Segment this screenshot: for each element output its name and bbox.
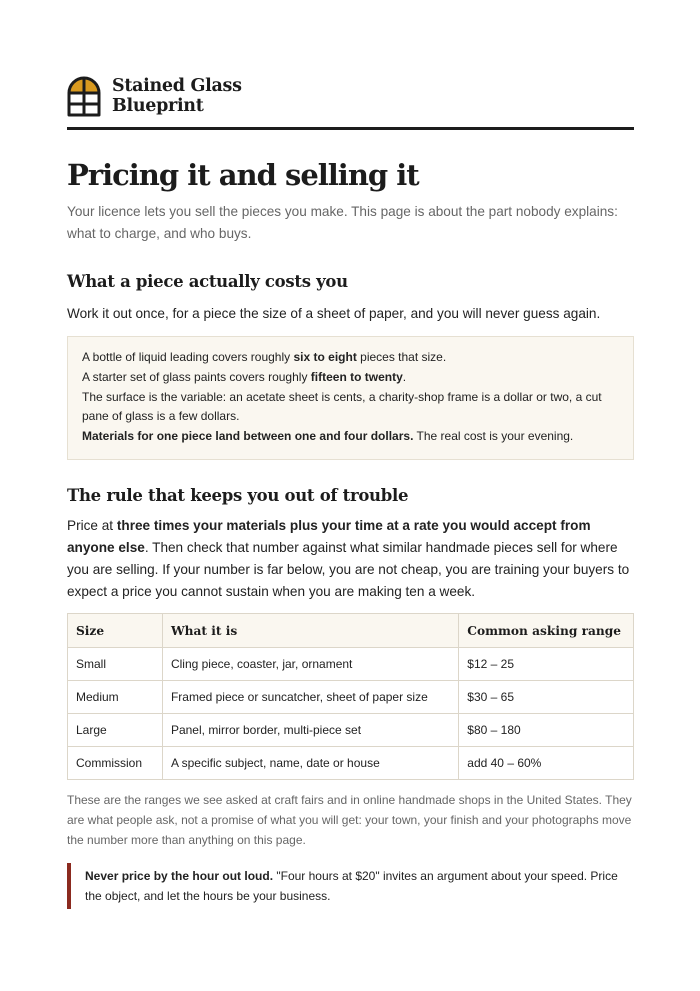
- arched-window-icon: [67, 76, 101, 117]
- table-cell-description: A specific subject, name, date or house: [162, 747, 458, 780]
- materials-line-leading: [82, 348, 619, 368]
- header-divider: [67, 127, 634, 130]
- table-row: [68, 648, 634, 681]
- materials-line-text: A starter set of glass paints covers roughly: [82, 369, 311, 384]
- rule-text: Price at: [67, 518, 117, 533]
- column-header-range: Common asking range: [459, 614, 634, 648]
- callout-body: "Four hours at $20" invites an argument about your speed. Price the object, and let the hours be your business.: [85, 869, 618, 903]
- materials-line-text: .: [402, 369, 407, 384]
- table-cell-range: $12 – 25: [459, 648, 634, 681]
- table-row: [68, 681, 634, 714]
- brand-header[interactable]: [67, 75, 242, 117]
- costs-heading: What a piece actually costs you: [67, 272, 348, 291]
- brand-name-line1: Stained Glass: [112, 76, 242, 96]
- callout-text: [85, 866, 634, 906]
- materials-line-emphasis: fifteen to twenty: [310, 369, 403, 384]
- materials-line-paints: [82, 368, 619, 388]
- materials-line-text: A bottle of liquid leading covers roughly: [82, 350, 294, 364]
- page-title: Pricing it and selling it: [67, 158, 419, 192]
- materials-line-total: [82, 427, 619, 447]
- brand-name-line2: Blueprint: [112, 96, 204, 116]
- table-cell-size: Medium: [68, 681, 163, 714]
- rule-text: . Then check that number against what similar handmade pieces sell for where you are selling. If your number is far below, you are not cheap, you are training your buyers to expect a price you cannot sustain when you are making ten a week.: [67, 540, 630, 599]
- table-cell-range: $80 – 180: [459, 714, 634, 747]
- materials-line-text: The real cost is your evening.: [413, 429, 574, 444]
- table-cell-description: Panel, mirror border, multi-piece set: [162, 714, 458, 747]
- materials-line-emphasis: Materials for one piece land between one and four dollars.: [82, 429, 414, 444]
- table-row: [68, 714, 634, 747]
- brand-name: [112, 76, 242, 116]
- table-cell-size: Small: [68, 648, 163, 681]
- column-header-size: Size: [68, 614, 163, 648]
- table-cell-description: Cling piece, coaster, jar, ornament: [162, 648, 458, 681]
- costs-lead: Work it out once, for a piece the size of a sheet of paper, and you will never guess again.: [67, 306, 601, 321]
- materials-line-text: pieces that size.: [356, 350, 447, 364]
- ranges-note: These are the ranges we see asked at craft fairs and in online handmade shops in the United States. They are what people ask, not a promise of what you will get: your town, your finish and your photographs move the number more than anything on this page.: [67, 793, 632, 847]
- rule-emphasis: three times your materials plus your time at a rate you would accept from anyone else: [67, 518, 591, 555]
- table-header-row: [68, 614, 634, 648]
- callout-emphasis: Never price by the hour out loud.: [85, 869, 274, 883]
- materials-line-surface: The surface is the variable: an acetate sheet is cents, a charity-shop frame is a dollar or two, a cut pane of glass is a few dollars.: [82, 389, 602, 424]
- column-header-description: What it is: [162, 614, 458, 648]
- materials-line-emphasis: six to eight: [293, 350, 357, 364]
- table-cell-size: Large: [68, 714, 163, 747]
- table-row: [68, 747, 634, 780]
- intro-paragraph: Your licence lets you sell the pieces you make. This page is about the part nobody explains: what to charge, and who buys.: [67, 204, 618, 241]
- pricing-rule-paragraph: [67, 515, 634, 603]
- materials-box: [67, 336, 634, 460]
- price-table: [67, 613, 634, 780]
- table-cell-range: $30 – 65: [459, 681, 634, 714]
- table-cell-description: Framed piece or suncatcher, sheet of paper size: [162, 681, 458, 714]
- table-cell-size: Commission: [68, 747, 163, 780]
- callout-box: [67, 863, 634, 909]
- table-cell-range: add 40 – 60%: [459, 747, 634, 780]
- pricing-rule-heading: The rule that keeps you out of trouble: [67, 486, 409, 505]
